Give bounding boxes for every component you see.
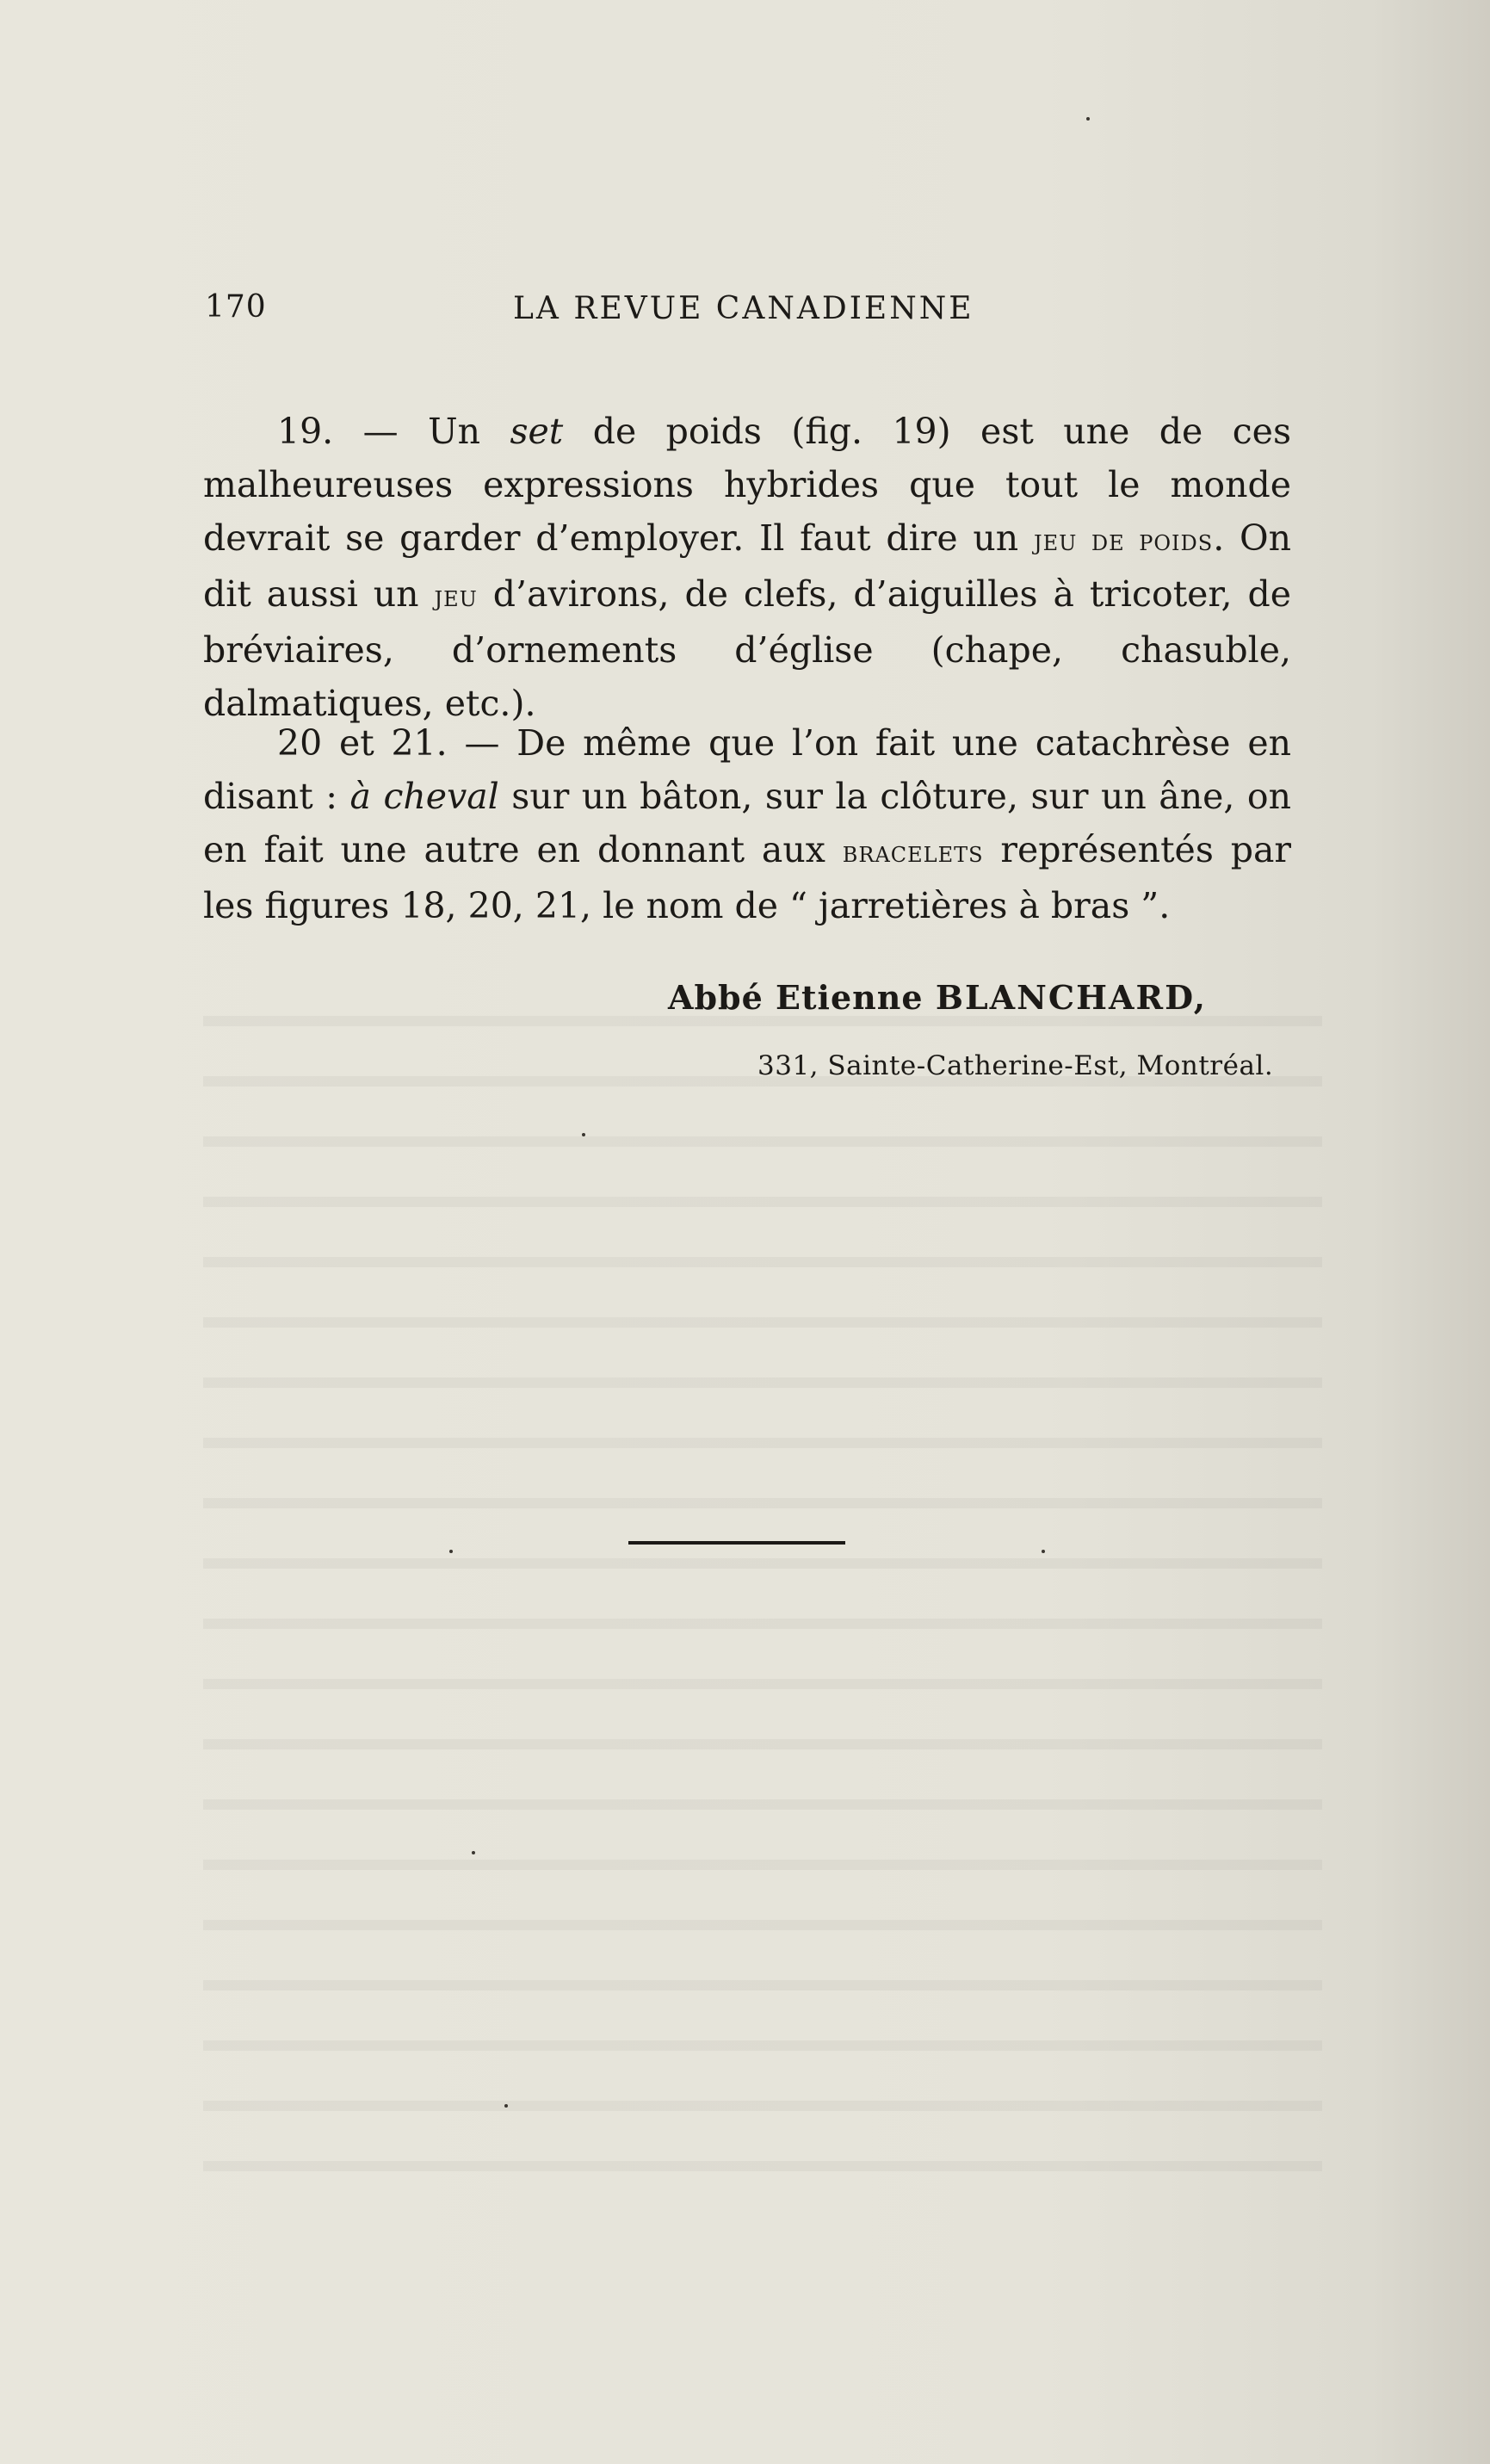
text-run: sur un bâton, sur la clôture, sur un âne, on en fait une autre en donnant aux xyxy=(203,776,1291,870)
paper-speck xyxy=(582,1133,585,1136)
paragraph-20-21 xyxy=(203,716,1291,932)
paper-speck xyxy=(449,1550,453,1553)
text-run: d’avirons, de clefs, d’aiguilles à tricoter, de bréviaires, d’ornements d’église (chape, chasuble, dalmatiques, etc.). xyxy=(203,573,1291,724)
section-end-rule xyxy=(628,1541,845,1545)
text-run: — De même que l’on fait une catachrèse en disant : xyxy=(203,722,1291,817)
page-header xyxy=(0,289,1490,341)
italic-term: à cheval xyxy=(349,776,499,817)
author-surname: BLANCHARD, xyxy=(935,978,1207,1017)
paper-speck xyxy=(472,1851,475,1854)
running-title: LA REVUE CANADIENNE xyxy=(513,291,974,326)
paragraph-20-21-text xyxy=(203,716,1291,932)
author-name: Abbé Etienne xyxy=(668,978,936,1017)
text-run: représentés par les figures 18, 20, 21, le nom de “ jarretières à bras ”. xyxy=(203,829,1291,926)
page-number: 170 xyxy=(205,289,267,325)
text-run: . On dit aussi un xyxy=(203,517,1292,615)
author-signature xyxy=(668,978,1207,1017)
small-caps-term: jeu xyxy=(434,579,478,614)
paragraph-number: 19. xyxy=(277,411,334,452)
paper-speck xyxy=(1042,1550,1045,1553)
text-run: — Un xyxy=(333,411,510,452)
paragraph-number: 20 et 21. xyxy=(277,722,448,764)
paragraph-19-text xyxy=(203,405,1291,730)
italic-term: set xyxy=(510,411,564,452)
paragraph-19 xyxy=(203,405,1291,730)
paper-speck xyxy=(1086,117,1090,121)
paper-speck xyxy=(504,2104,508,2108)
text-run: de poids (fig. 19) est une de ces malheureuses expressions hybrides que tout le monde devrait se garder d’employer. Il faut dire un xyxy=(203,411,1291,559)
show-through-texture xyxy=(203,981,1322,2187)
small-caps-term: bracelets xyxy=(842,835,984,870)
small-caps-term: jeu de poids xyxy=(1033,523,1214,558)
author-address: 331, Sainte-Catherine-Est, Montréal. xyxy=(757,1050,1274,1081)
